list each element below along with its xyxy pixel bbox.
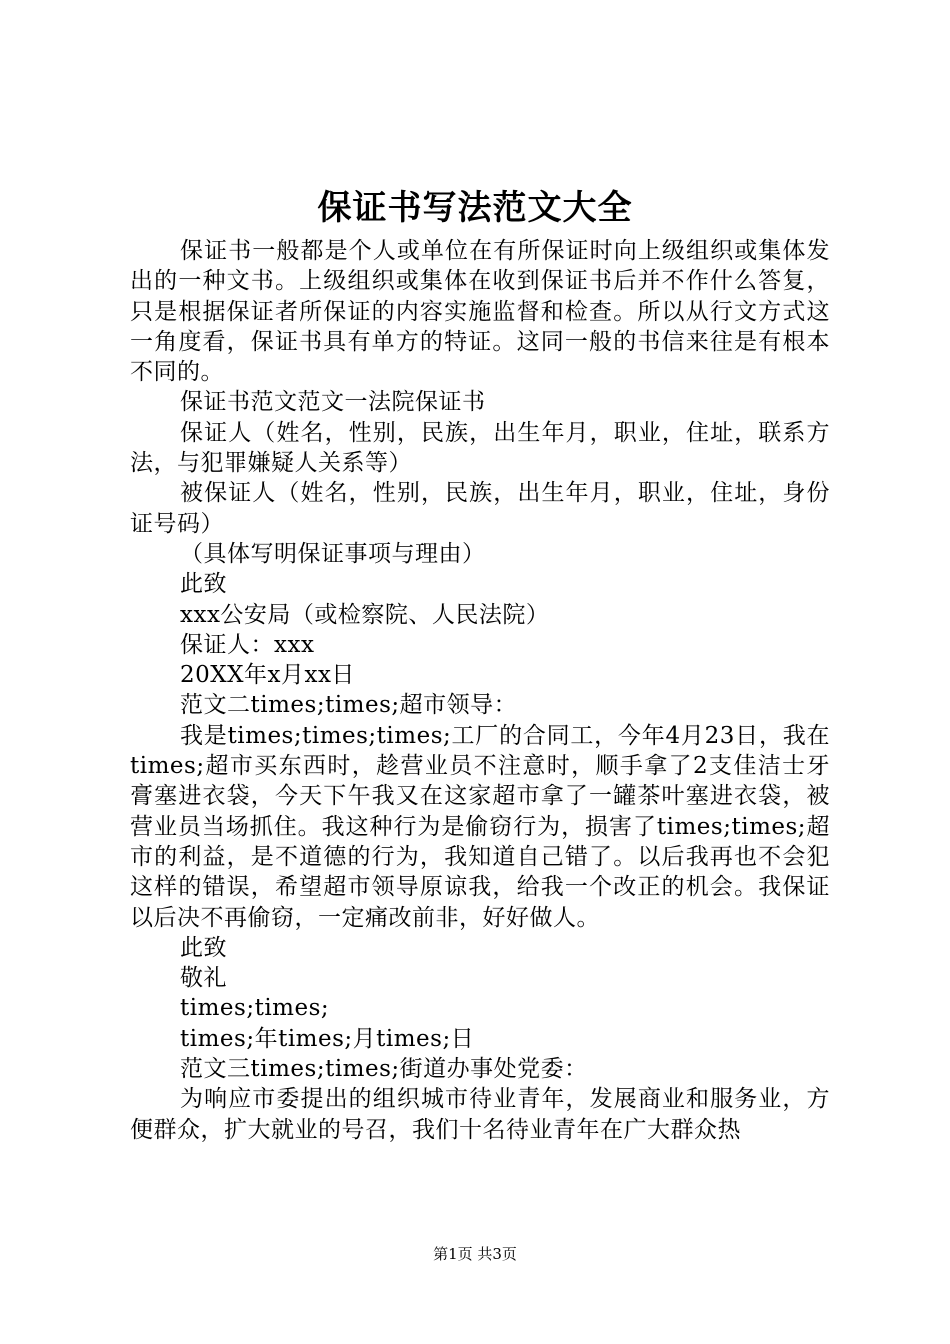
paragraph-signature-two: times;times; [180,995,330,1022]
document-body [130,236,830,1145]
paragraph-salutation: 此致 [180,571,227,598]
paragraph-signature: 保证人：xxx [180,631,315,658]
paragraph-date: 20XX年x月xx日 [180,662,355,689]
paragraph-recipient: xxx公安局（或检察院、人民法院） [180,601,550,628]
page-indicator: 第1页 共3页 [433,1245,517,1263]
paragraph-date-two: times;年times;月times;日 [180,1025,475,1052]
paragraph-example-three-heading: 范文三times;times;街道办事处党委： [180,1056,588,1083]
paragraph-salutation-two: 此致 [180,934,227,961]
paragraph-example-three-body: 为响应市委提出的组织城市待业青年，发展商业和服务业，方便群众，扩大就业的号召，我们十名待业青年在广大群众热 [130,1086,830,1143]
paragraph-guarantor: 保证人（姓名，性别，民族，出生年月，职业，住址，联系方法，与犯罪嫌疑人关系等） [130,419,830,477]
document-title: 保证书写法范文大全 [317,188,633,228]
paragraph-guaranteed-person: 被保证人（姓名，性别，民族，出生年月，职业，住址，身份证号码） [130,480,830,537]
paragraph-example-one-heading: 保证书范文范文一法院保证书 [180,389,486,416]
paragraph-intro: 保证书一般都是个人或单位在有所保证时向上级组织或集体发出的一种文书。上级组织或集体在收到保证书后并不作什么答复，只是根据保证者所保证的内容实施监督和检查。所以从行文方式这一角度看，保证书具有单方的特证。这同一般的书信来往是有根本不同的。 [130,238,830,386]
paragraph-matters: （具体写明保证事项与理由） [180,540,486,567]
paragraph-example-two-body: 我是times;times;times;工厂的合同工，今年4月23日，我在times;超市买东西时，趁营业员不注意时，顺手拿了2支佳洁士牙膏塞进衣袋，今天下午我又在这家超市拿了一罐茶叶塞进衣袋，被营业员当场抓住。我这种行为是偷窃行为，损害了times;times;超市的利益，是不道德的行为，我知道自己错了。以后我再也不会犯这样的错误，希望超市领导原谅我，给我一个改正的机会。我保证以后决不再偷窃，一定痛改前非，好好做人。 [130,722,830,931]
paragraph-example-two-heading: 范文二times;times;超市领导： [180,692,518,719]
paragraph-regards: 敬礼 [180,965,227,992]
